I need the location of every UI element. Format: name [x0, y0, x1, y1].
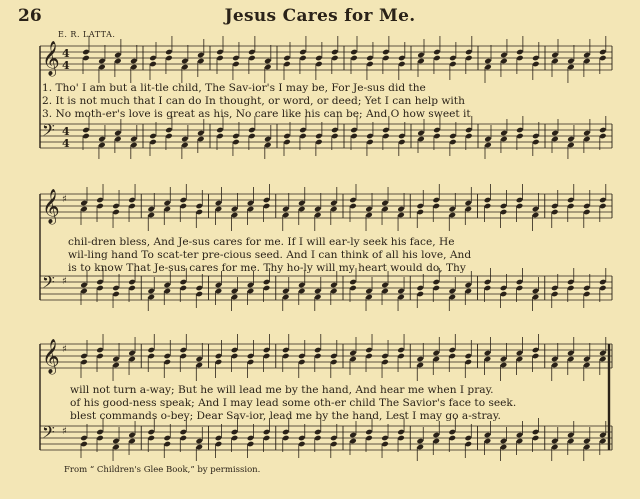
bass-clef: 𝄢: [42, 272, 55, 296]
lyric-line: is to know That Je-sus cares for me. Thy ho-ly will my heart would do, Thy: [68, 262, 466, 274]
treble-clef: 𝄞: [42, 339, 60, 374]
treble-clef: 𝄞: [42, 41, 60, 76]
time-signature: 4: [62, 137, 70, 150]
lyric-line: 3. No moth-er's love is great as his, No care like his can be; And O how sweet it: [42, 108, 471, 120]
key-signature-sharp: ♯: [62, 276, 67, 287]
time-signature: 4: [62, 47, 70, 60]
lyric-line: will not turn a-way; But he will lead me by the hand, And hear me when I pray.: [70, 384, 494, 396]
lyric-line: of his good-ness speak; And I may lead some oth-er child The Savior's face to seek.: [70, 397, 517, 409]
author-credit: E. R. LATTA.: [58, 30, 116, 39]
bass-clef: 𝄢: [42, 422, 55, 446]
time-signature: 4: [62, 125, 70, 138]
hymn-title: Jesus Cares for Me.: [224, 6, 416, 26]
lyric-line: chil-dren bless, And Je-sus cares for me. If I will ear-ly seek his face, He: [68, 236, 455, 248]
treble-clef: 𝄞: [42, 189, 60, 224]
lyric-line: blest commands o-bey; Dear Sav-ior, lead me by the hand, Lest I may go a-stray.: [70, 410, 501, 422]
key-signature-sharp: ♯: [62, 344, 67, 355]
bass-clef: 𝄢: [42, 120, 55, 144]
page-number: 26: [18, 6, 42, 26]
time-signature: 4: [62, 59, 70, 72]
permission-footer: From “ Children's Glee Book,” by permission.: [64, 465, 261, 475]
lyric-line: 2. It is not much that I can do In thought, or word, or deed; Yet I can help with: [42, 95, 465, 107]
lyric-line: 1. Tho' I am but a lit-tle child, The Sav-ior's I may be, For Je-sus did the: [42, 82, 426, 94]
key-signature-sharp: ♯: [62, 194, 67, 205]
key-signature-sharp: ♯: [62, 426, 67, 437]
lyric-line: wil-ling hand To scat-ter pre-cious seed. And I can think of all his love, And: [68, 249, 472, 261]
